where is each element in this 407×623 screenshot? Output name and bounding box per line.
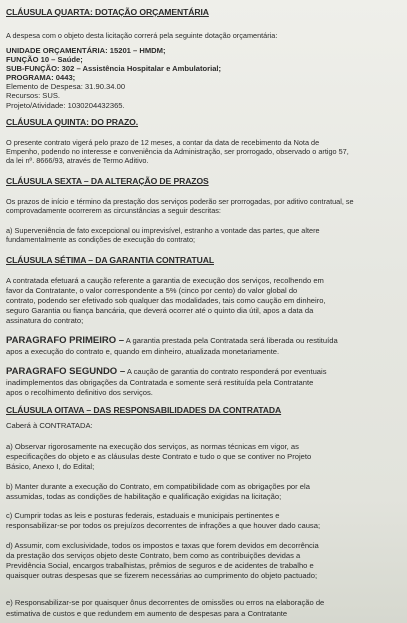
budget-subfunction: SUB-FUNÇÃO: 302 – Assistência Hospitalar e Ambulatorial; xyxy=(6,64,222,73)
budget-unit: UNIDADE ORÇAMENTÁRIA: 15201 – HMDM; xyxy=(6,46,166,55)
clause-7-line: assinatura do contrato; xyxy=(6,316,84,325)
clause-8-item-c: responsabilizar-se por todos os prejuízos decorrentes de infrações a que houver dado causa; xyxy=(6,521,321,530)
clause-7-line: contrato, podendo ser efetivado sob qualquer das modalidades, tais como caução em dinheiro, xyxy=(6,296,326,305)
budget-project: Projeto/Atividade: 1030204432365. xyxy=(6,101,125,110)
clause-5-line: Empenho, podendo no interesse e conveniência da Administração, ser prorrogado, observado o artigo 57, xyxy=(6,147,349,156)
clause-5-line: O presente contrato vigerá pelo prazo de 12 meses, a contar da data de recebimento da Nota de xyxy=(6,138,320,147)
paragraph-second-line: inadimplementos das obrigações da Contratada e somente será restituída pela Contratante xyxy=(6,378,314,387)
clause-8-item-e: estimativa de custos e que redundem em aumento de despesas para a Contratante xyxy=(6,609,288,618)
clause-8-item-a: especificações do objeto e as cláusulas deste Contrato e tudo o que se contiver no Projeto xyxy=(6,452,312,461)
clause-6-line: Os prazos de início e término da prestação dos serviços poderão ser prorrogadas, por aditivo contratual, se xyxy=(6,197,354,206)
clause-7-line: A contratada efetuará a caução referente a garantia de execução dos serviços, recolhendo em xyxy=(6,276,324,285)
budget-expense-element: Elemento de Despesa: 31.90.34.00 xyxy=(6,82,126,91)
paragraph-second-label: PARÁGRAFO SEGUNDO – xyxy=(6,367,126,377)
clause-8-item-b: assumidas, todas as condições de habilitação e qualificação exigidas na licitação; xyxy=(6,492,282,501)
clause-8-title: CLÁUSULA OITAVA – DAS RESPONSABILIDADES DA CONTRATADA xyxy=(6,405,282,415)
clause-8-item-e: e) Responsabilizar-se por quaisquer ônus decorrentes de omissões ou erros na elaboração de xyxy=(6,598,325,607)
clause-7-line: seguro Garantia ou fiança bancária, que deverá ocorrer até o quinto dia útil, apos a data da xyxy=(6,306,314,315)
clause-8-item-a: Básico, Anexo I, do Edital; xyxy=(6,462,95,471)
clause-8-intro: Caberá à CONTRATADA: xyxy=(6,421,93,430)
clause-6-item-a: fundamentalmente as condições de execução do contrato; xyxy=(6,235,196,244)
clause-5-line: da lei nº. 8666/93, através de Termo Aditivo. xyxy=(6,156,149,165)
clause-8-item-d: d) Assumir, com exclusividade, todos os impostos e taxas que forem devidos em decorrência xyxy=(6,541,319,550)
paragraph-second-text: A caução de garantia do contrato responderá por eventuais xyxy=(125,367,327,376)
clause-8-item-c: c) Cumprir todas as leis e posturas federais, estaduais e municipais pertinentes e xyxy=(6,511,280,520)
clause-6-title: CLÁUSULA SEXTA – DA ALTERAÇÃO DE PRAZOS xyxy=(6,176,209,186)
clause-7-title: CLÁUSULA SÉTIMA – DA GARANTIA CONTRATUAL xyxy=(6,255,214,265)
paragraph-first-label: PARÁGRAFO PRIMEIRO – xyxy=(6,336,125,346)
budget-resources: Recursos: SUS. xyxy=(6,91,61,100)
paragraph-second xyxy=(6,367,403,377)
clause-4-intro: A despesa com o objeto desta licitação correrá pela seguinte dotação orçamentária: xyxy=(6,31,278,40)
budget-function: FUNÇÃO 10 – Saúde; xyxy=(6,55,83,64)
clause-8-item-d: da prestação dos serviços objeto deste Contrato, bem como as contribuições devidas a xyxy=(6,551,301,560)
paragraph-first-text: A garantia prestada pela Contratada será liberada ou restituída xyxy=(124,336,338,345)
clause-8-item-a: a) Observar rigorosamente na execução dos serviços, as normas técnicas em vigor, as xyxy=(6,442,299,451)
clause-8-item-d: Previdência Social, encargos trabalhistas, prêmios de seguros e de acidentes de trabalho e xyxy=(6,561,314,570)
clause-8-item-d: quaisquer outras despesas que se fizerem necessárias ao cumprimento do objeto pactuado; xyxy=(6,571,318,580)
paragraph-first xyxy=(6,336,403,346)
clause-6-line: comprovadamente ocorrerem as circunstâncias a seguir descritas: xyxy=(6,206,221,215)
budget-program: PROGRAMA: 0443; xyxy=(6,73,76,82)
paragraph-second-line: apos o recolhimento definitivo dos serviços. xyxy=(6,388,153,397)
clause-5-title: CLÁUSULA QUINTA: DO PRAZO. xyxy=(6,117,139,127)
clause-7-line: favor da Contratante, o valor correspondente a 5% (cinco por cento) do valor global do xyxy=(6,286,298,295)
clause-8-item-b: b) Manter durante a execução do Contrato, em compatibilidade com as obrigações por ela xyxy=(6,482,310,491)
paragraph-first-line: apos a execução do contrato e, quando em dinheiro, atualizada monetariamente. xyxy=(6,347,280,356)
clause-4-title: CLÁUSULA QUARTA: DOTAÇÃO ORÇAMENTÁRIA xyxy=(6,7,209,17)
clause-6-item-a: a) Superveniência de fato excepcional ou imprevisível, estranho a vontade das partes, que altere xyxy=(6,226,320,235)
